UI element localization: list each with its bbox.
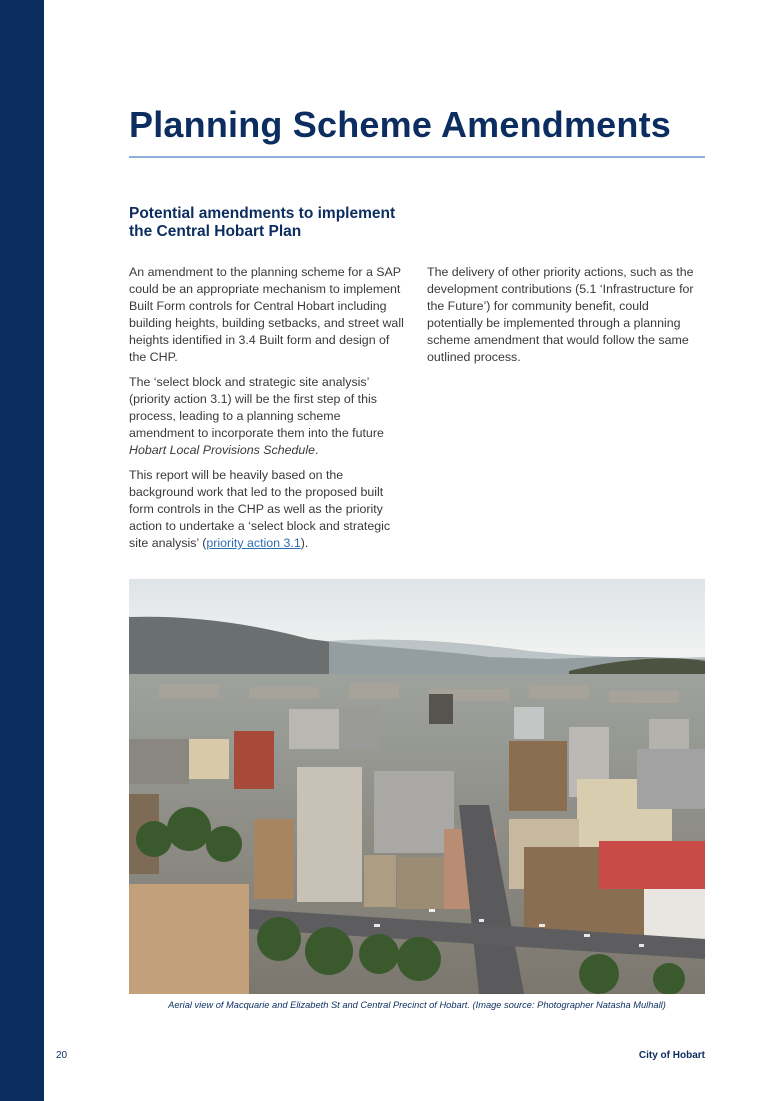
aerial-photo — [129, 579, 705, 994]
paragraph-sap: An amendment to the planning scheme for a SAP could be an appropriate mechanism to implement Built Form controls for Central Hobart including building heights, building setbacks, and street wall heights identified in 3.4 Built form and design of the CHP. — [129, 265, 404, 364]
left-column — [129, 264, 407, 560]
title-divider — [129, 156, 705, 158]
paragraph-select-block-end: . — [314, 443, 319, 457]
paragraph-select-block — [129, 374, 407, 459]
paragraph-priority-actions: The delivery of other priority actions, such as the development contributions (5.1 ‘Infrastructure for the Future’) for community benefit, could potentially be implemented through a planning scheme amendment that would follow the same outlined process. — [427, 265, 694, 364]
provisions-schedule-name: Hobart Local Provisions Schedule — [129, 443, 315, 457]
side-color-band — [0, 0, 44, 1101]
figure-caption: Aerial view of Macquarie and Elizabeth St and Central Precinct of Hobart. (Image source: Photographer Natasha Mulhall) — [168, 1000, 666, 1010]
right-column — [427, 264, 705, 374]
page-number: 20 — [56, 1050, 68, 1061]
footer-brand: City of Hobart — [638, 1050, 705, 1061]
paragraph-report — [129, 467, 407, 552]
paragraph-report-text: This report will be heavily based on the background work that led to the proposed built form controls in the CHP as well as the priority action to undertake a ‘select block and strategic site analysis’ ( — [129, 468, 391, 550]
paragraph-select-block-text: The ‘select block and strategic site analysis’ (priority action 3.1) will be the first step of this process, leading to a planning scheme amendment to incorporate them into the future — [129, 375, 384, 440]
page-title: Planning Scheme Amendments — [129, 104, 671, 145]
section-heading: Potential amendments to implement the Central Hobart Plan — [129, 205, 396, 240]
priority-action-link[interactable]: priority action 3.1 — [206, 536, 301, 550]
paragraph-report-end: ). — [300, 536, 309, 550]
